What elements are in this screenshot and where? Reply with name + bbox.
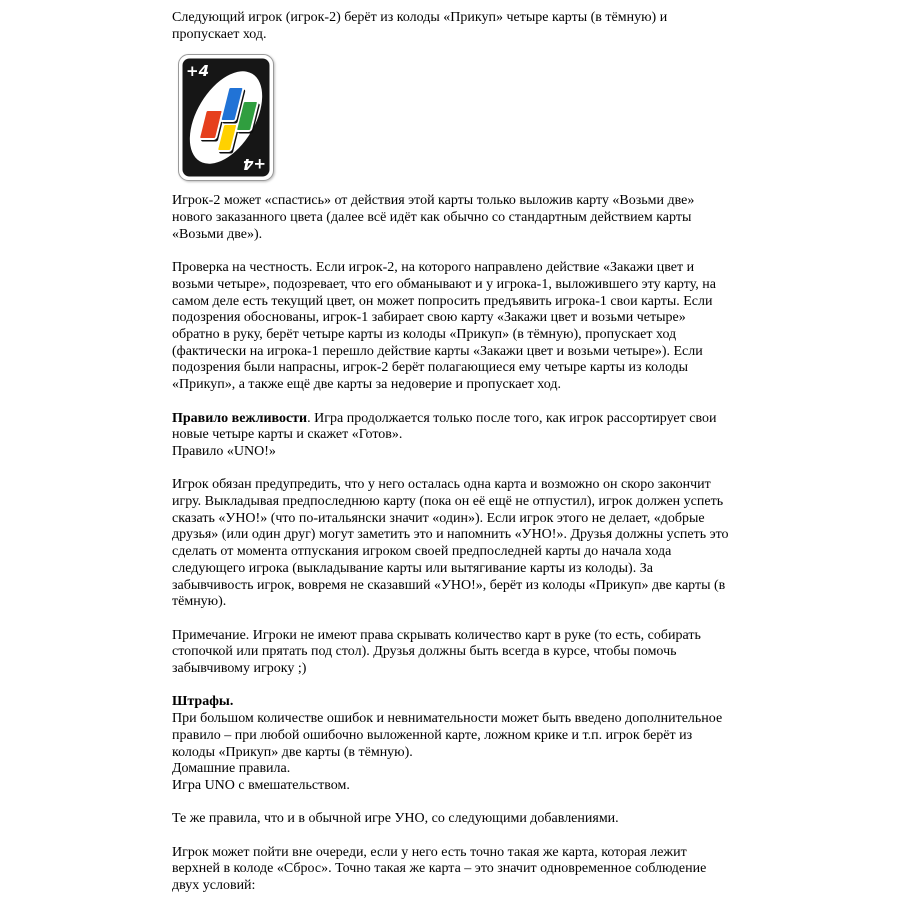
paragraph-note [172, 628, 729, 678]
card-corner-label-top: +4 [186, 62, 210, 81]
paragraph-same-rules [172, 811, 729, 828]
paragraph-text: Игрок-2 может «спастись» от действия этой карты только выложив карту «Возьми две» нового заказанного цвета (далее всё идёт как обычно со стандартным действием карты «Возьми две»). [172, 193, 695, 242]
paragraph-text: Те же правила, что и в обычной игре УНО, со следующими добавлениями. [172, 811, 619, 827]
paragraph-text: Проверка на честность. Если игрок-2, на которого направлено действие «Закажи цвет и возьми четыре», подозревает, что его обманывают и у игрока-1, выложившего эту карту, на самом деле есть текущий цвет, он может попросить предъявить игрока-1 свои карты. Если подозрения обоснованы, игрок-1 забирает свою карту «Закажи цвет и возьми четыре» обратно в руку, берёт четыре карты из колоды «Прикуп» (в тёмную), пропускает ход (фактически на игрока-1 перешло действие карты «Закажи цвет и возьми четыре»). Если подозрения были напрасны, игрок-2 берёт полагающиеся ему четыре карты из колоды «Прикуп», а также ещё две карты за недоверие и пропускает ход. [172, 260, 716, 393]
politeness-rule-heading: Правило вежливости [172, 410, 308, 426]
paragraph-text: Игрок обязан предупредить, что у него осталась одна карта и возможно он скоро закончит игру. Выкладывая предпоследнюю карту (пока он её ещё не отпустил), игрок должен успеть сказать «УНО!» (что по-итальянски значит «один»). Если игрок этого не делает, «добрые друзья» (или один друг) могут заметить это и напомнить «УНО!». Друзья должны успеть это сделать от момента отпускания игроком своей предпоследней карты до начала хода следующего игрока (выкладывание карты или вытягивание карты из колоды). За забывчивость игрок, вовремя не сказавший «УНО!», берёт из колоды «Прикуп» две карты (в тёмную). [172, 477, 729, 610]
paragraph-escape-rule [172, 193, 729, 243]
paragraph-text: . Игра продолжается только после того, как игрок рассортирует свои новые четыре карты и скажет «Готов». [172, 410, 717, 443]
paragraph-text: Игрок может пойти вне очереди, если у него есть точно такая же карта, которая лежит верхней в колоде «Сброс». Точно такая же карта – это значит одновременное соблюдение двух условий: [172, 844, 707, 894]
home-rules-line: Домашние правила. [172, 761, 291, 777]
paragraph-penalties [172, 694, 729, 794]
uno-plus-four-card [178, 54, 274, 181]
paragraph-text: При большом количестве ошибок и невнимательности может быть введено дополнительное правило – при любой ошибочно выложенной карте, ложном крике и т.п. игрок берёт из колоды «Прикуп» две карты (в тёмную). [172, 711, 723, 760]
uno-intervention-line: Игра UNO с вмешательством. [172, 777, 350, 793]
paragraph-text: Следующий игрок (игрок-2) берёт из колоды «Прикуп» четыре карты (в тёмную) и пропускает ход. [172, 10, 668, 42]
paragraph-politeness-rule [172, 411, 729, 461]
penalties-heading: Штрафы. [172, 694, 234, 710]
paragraph-text: Примечание. Игроки не имеют права скрывать количество карт в руке (то есть, собирать стопочкой или прятать под стол). Друзья должны быть всегда в курсе, чтобы помочь забывчивому игроку ;) [172, 627, 701, 677]
card-corner-label-bottom: +4 [242, 155, 266, 174]
paragraph-draw-four-intro [172, 10, 729, 43]
uno-plus-four-card-graphic [178, 54, 274, 181]
paragraph-uno-warning [172, 477, 729, 611]
uno-rule-heading: Правило «UNO!» [172, 443, 276, 459]
paragraph-out-of-turn [172, 845, 729, 895]
document-content [172, 10, 729, 895]
paragraph-honesty-check [172, 260, 729, 394]
